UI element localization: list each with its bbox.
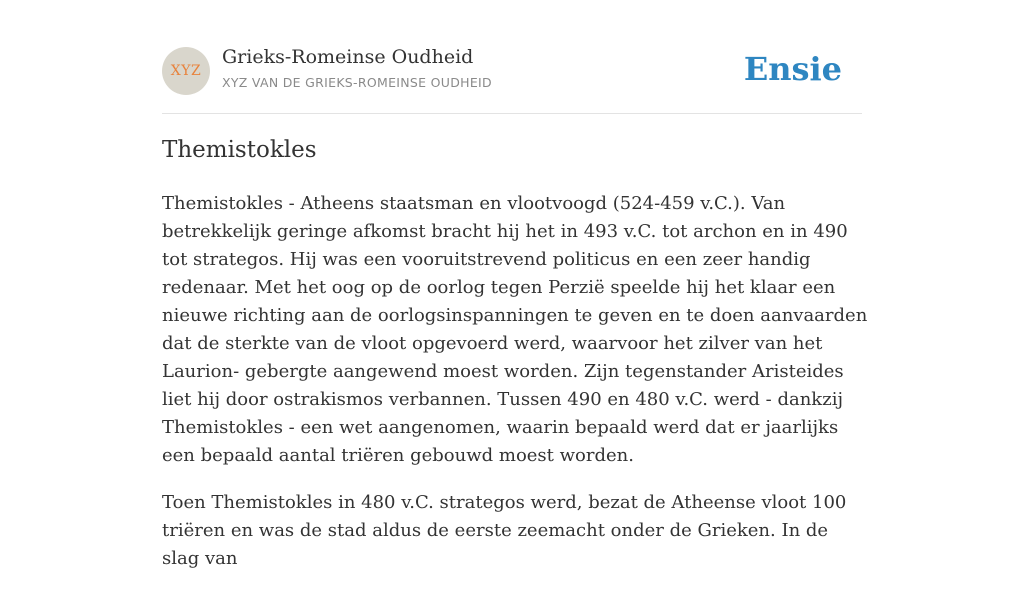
article-body bbox=[162, 190, 868, 592]
article-title: Themistokles bbox=[162, 137, 317, 163]
site-subtitle: XYZ VAN DE GRIEKS-ROMEINSE OUDHEID bbox=[222, 75, 492, 90]
site-title[interactable]: Grieks-Romeinse Oudheid bbox=[222, 46, 474, 68]
avatar[interactable] bbox=[162, 47, 210, 95]
avatar-text: XYZ bbox=[170, 63, 202, 79]
header-divider bbox=[162, 113, 862, 114]
article-paragraph: Themistokles - Atheens staatsman en vlootvoogd (524-459 v.C.). Van betrekkelijk geringe afkomst bracht hij het in 493 v.C. tot archon en in 490 tot strategos. Hij was een vooruitstrevend politicus en een zeer handig redenaar. Met het oog op de oorlog tegen Perzië speelde hij het klaar een nieuwe richting aan de oorlogsinspanningen te geven en te doen aanvaarden dat de sterkte van de vloot opgevoerd werd, waarvoor het zilver van het Laurion- gebergte aangewend moest worden. Zijn tegenstander Aristeides liet hij door ostrakismos verbannen. Tussen 490 en 480 v.C. werd - dankzij Themistokles - een wet aangenomen, waarin bepaald werd dat er jaarlijks een bepaald aantal triëren gebouwd moest worden. bbox=[162, 193, 868, 466]
site-header bbox=[162, 46, 862, 96]
brand-logo[interactable]: Ensie bbox=[743, 50, 842, 88]
article-paragraph: Toen Themistokles in 480 v.C. strategos werd, bezat de Atheense vloot 100 triëren en was de stad aldus de eerste zeemacht onder de Grieken. In de slag van bbox=[162, 492, 847, 569]
